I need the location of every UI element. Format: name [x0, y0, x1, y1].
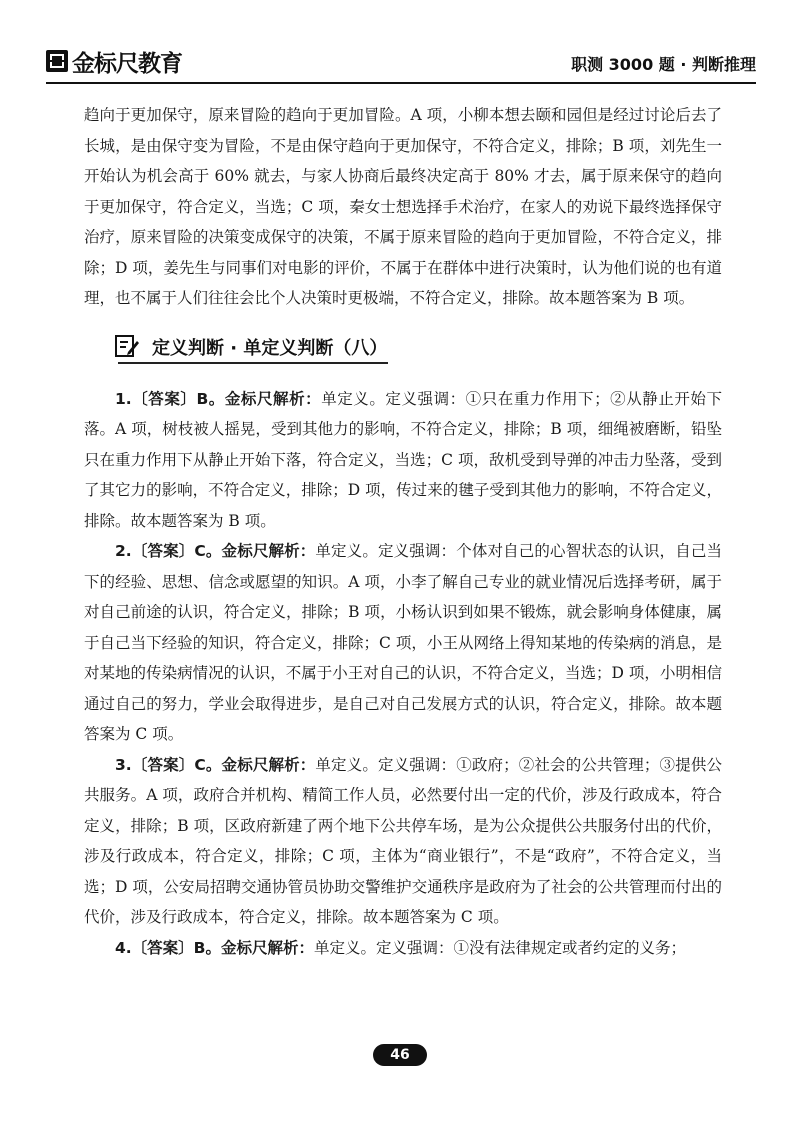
section-underline — [118, 362, 388, 364]
answer-text: 单定义。定义强调：①没有法律规定或者约定的义务； — [314, 938, 687, 957]
book-title: 职测 3000 题 · 判断推理 — [571, 55, 756, 74]
answer-label: 1.〔答案〕B。金标尺解析： — [115, 389, 322, 408]
page-content — [84, 100, 722, 963]
brand — [46, 46, 182, 76]
brand-name: 金标尺教育 — [72, 50, 182, 77]
answer-label: 2.〔答案〕C。金标尺解析： — [115, 542, 316, 560]
page-number: 46 — [373, 1044, 427, 1066]
section-heading — [114, 322, 722, 374]
answer-item — [84, 933, 722, 964]
answer-text: 单定义。定义强调：个体对自己的心智状态的认识，自己当下的经验、思想、信念或愿望的知识。A 项，小李了解自己专业的就业情况后选择考研，属于对自己前途的认识，符合定义，排除；B 项，小杨认识到如果不锻炼，就会影响身体健康，属于自己当下经验的知识，符合定义，排除；C 项，小王从网络上得知某地的传染病的消息，是对某地的传染病情况的认识，不属于小王对自己的认识，不符合定义，当选；D 项，小明相信通过自己的努力，学业会取得进步，是自己对自己发展方式的认识，符合定义，排除。故本题答案为 C 项。 — [84, 542, 722, 743]
header-divider — [46, 82, 756, 84]
page-header — [46, 40, 756, 82]
answer-label: 4.〔答案〕B。金标尺解析： — [115, 938, 314, 957]
section-title: 定义判断 · 单定义判断（八） — [152, 337, 388, 359]
answer-text: 单定义。定义强调：①只在重力作用下；②从静止开始下落。A 项，树枝被人摇晃，受到其他力的影响，不符合定义，排除；B 项，细绳被磨断，铅坠只在重力作用下从静止开始下落，符合定义，当选；C 项，敌机受到导弹的冲击力坠落，受到了其它力的影响，不符合定义，排除；D 项，传过来的毽子受到其他力的影响，不符合定义，排除。故本题答案为 B 项。 — [84, 389, 722, 530]
answer-label: 3.〔答案〕C。金标尺解析： — [115, 755, 316, 774]
answer-item — [84, 384, 722, 537]
intro-paragraph: 趋向于更加保守，原来冒险的趋向于更加冒险。A 项，小柳本想去颐和园但是经过讨论后去了长城，是由保守变为冒险，不是由保守趋向于更加保守，不符合定义，排除；B 项，刘先生一开始认为机会高于 60% 就去，与家人协商后最终决定高于 80% 才去，属于原来保守的趋向于更加保守，符合定义，当选；C 项，秦女士想选择手术治疗，在家人的劝说下最终选择保守治疗，原来冒险的决策变成保守的决策，不属于原来冒险的趋向于更加冒险，不符合定义，排除；D 项，姜先生与同事们对电影的评价，不属于在群体中进行决策时，认为他们说的也有道理，也不属于人们往往会比个人决策时更极端，不符合定义，排除。故本题答案为 B 项。 — [84, 106, 722, 307]
answer-item — [84, 750, 722, 933]
edit-note-icon — [114, 333, 140, 359]
answer-item — [84, 536, 722, 750]
brand-logo-icon — [46, 50, 68, 72]
answer-text: 单定义。定义强调：①政府；②社会的公共管理；③提供公共服务。A 项，政府合并机构、精简工作人员，必然要付出一定的代价，涉及行政成本，符合定义，排除；B 项，区政府新建了两个地下公共停车场，是为公众提供公共服务付出的代价，涉及行政成本，符合定义，排除；C 项，主体为“商业银行”，不是“政府”，不符合定义，当选；D 项，公安局招聘交通协管员协助交警维护交通秩序是政府为了社会的公共管理而付出的代价，涉及行政成本，符合定义，排除。故本题答案为 C 项。 — [84, 755, 722, 926]
